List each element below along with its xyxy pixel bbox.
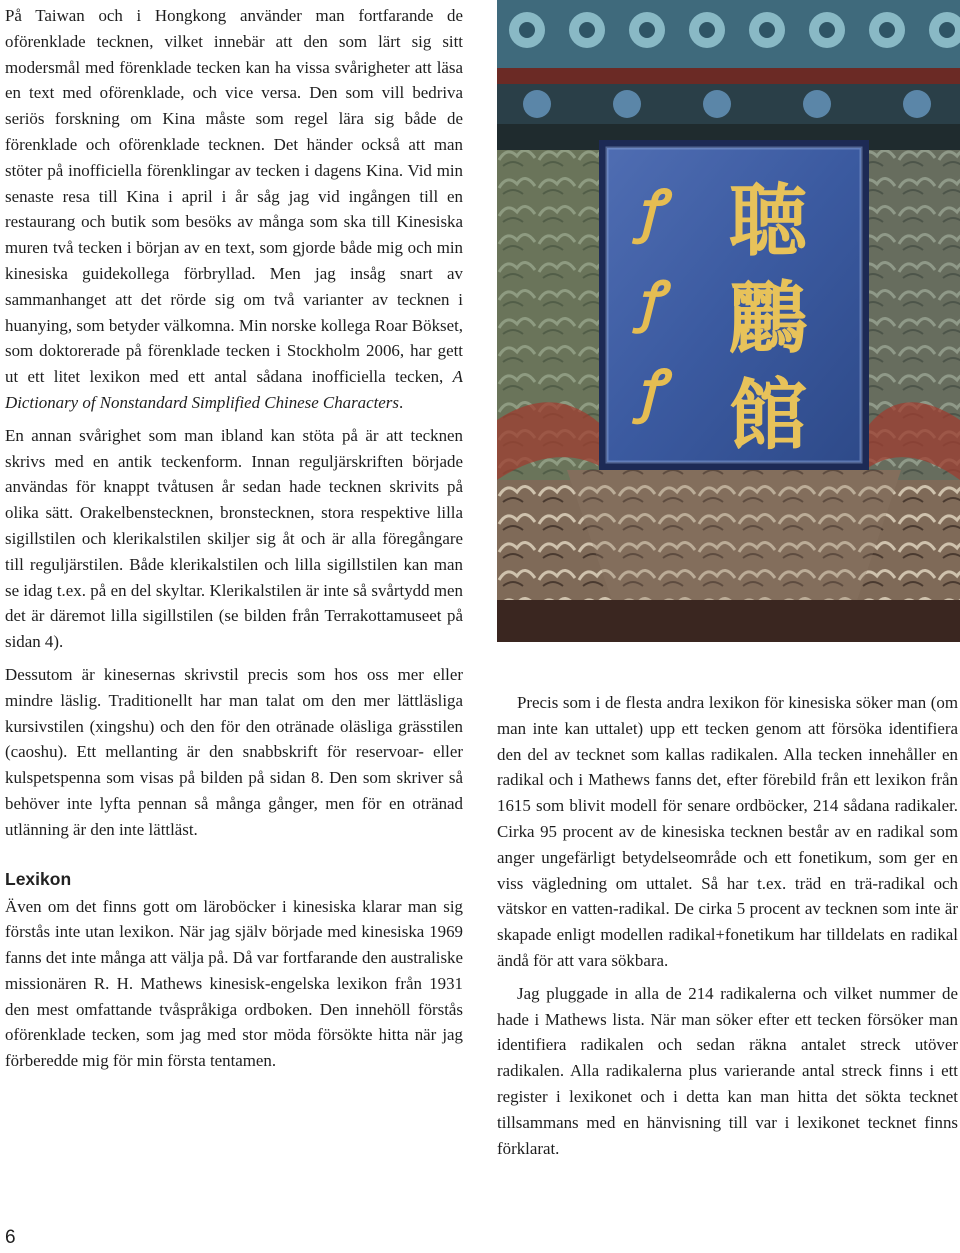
body-paragraph: Dessutom är kinesernas skrivstil precis som hos oss mer eller mindre läslig. Traditionellt har man talat om den mer lättläsliga kursivstilen (xingshu) och den för den otränade oläsliga grässtilen (caoshu). Ett mellanting är den snabbskrift för reservoar- eller kulspetspenna som visas på bilden på sidan 8. Den som skriver så behöver inte lyfta pennan så många gånger, men för en otränad utlänning är den inte lättläst. <box>5 664 463 839</box>
book-title: A Dictionary of Nonstandard Simplified Chinese Characters <box>5 367 463 412</box>
sign-character: 鸝 <box>729 273 808 364</box>
body-paragraph: Även om det finns gott om läroböcker i kinesiska klarar man sig förstås inte utan lexikon. När jag själv började med kinesiska 1969 fanns det inte många att välja på. Då var fortfarande den australiske missionären R. H. Mathews kinesisk-engelska lexikon från 1931 den mest omfattande tvåspråkiga ordboken. Den innehöll förstås oförenklade tecken, som jag med stor möda försökte hitta när jag förberedde mig för min första tentamen. <box>5 896 463 1071</box>
signboard-illustration <box>497 0 960 642</box>
left-text-column <box>5 3 463 1074</box>
body-paragraph: En annan svårighet som man ibland kan stöta på är att tecknen skrivs med en antik teckenform. Innan reguljärskriften började användas för knappt tvåtusen år sedan hade tecknen skrivits på olika sätt. Orakelbenstecknen, bronstecknen, stora respektive lilla sigillstilen och klerikalstilen skiljer sig åt och är alla föregångare till reguljärstilen. Både klerikalstilen och lilla sigillstilen kan man se idag t.ex. på en del skyltar. Klerikalstilen är inte så svårtydd men det är däremot lilla sigillstilen (se bilden från Terrakottamuseet på sidan 4). <box>5 425 463 652</box>
body-paragraph: På Taiwan och i Hongkong använder man fortfarande de oförenklade tecknen, vilket innebär att den som lärt sig sitt modersmål med förenklade tecken kan ha vissa svårigheter att läsa en text med oförenklade, och vice versa. Den som vill bedriva seriös forskning om Kina måste som regel lära sig både de förenklade och oförenklade tecknen. Det händer också att man stöter på inofficiella förenklingar av tecken i dagens Kina. Vid min senaste resa till Kina i april i år såg jag vid ingången till en restaurang och butik som besöks av många som ska till Kinesiska muren två tecken i början av en text, som gjorde både mig och min kinesiska guidekollega förbryllad. Men jag insåg snart av sammanhanget att det rörde sig om två varianter av tecknen i huanying, som betyder välkomna. Min norske kollega Roar Bökset, som doktorerade på förenklade tecken i Stockholm 2006, har gett ut ett litet lexikon med ett antal sådana inofficiella tecken, A Dictionary of Nonstandard Simplified Chinese Characters. <box>5 6 463 412</box>
manchu-glyph: ꝭ <box>637 269 663 333</box>
manchu-glyph: ꝭ <box>637 178 664 244</box>
body-paragraph: Jag pluggade in alla de 214 radikalerna och vilket nummer de hade i Mathews lista. När man söker efter ett tecken försöker man identifiera radikalen och sedan räkna antalet streck utöver radikalen. Alla radikalerna plus varierande antal streck finns i ett register i lexikonet och i detta kan man hitta det sökta tecknet tillsammans med en hänvisning till var i lexikonet tecknet finns förklarat. <box>497 983 958 1158</box>
signboard-photo <box>497 0 960 642</box>
right-text-column <box>497 690 958 1161</box>
section-heading-lexikon: Lexikon <box>5 868 72 889</box>
body-paragraph: Precis som i de flesta andra lexikon för kinesiska söker man (om man inte kan uttalet) upp ett tecken genom att försöka identifiera den del av tecknet som kallas radikalen. Alla tecken innehåller en radikal och i Mathews fanns det, efter förebild från ett lexikon från 1615 som blivit modell för senare ordböcker, 214 sådana radikaler. Cirka 95 procent av de kinesiska tecknen består av en radikal som anger ungefärligt betydelseområde och ett fonetikum, som ger en viss vägledning om uttalet. Så har t.ex. träd en trä-radikal och vätskor en vatten-radikal. De cirka 5 procent av tecknen som inte är skapade enligt modellen radikal+fonetikum har tilldelats en radikal ändå för att vara sökbara. <box>497 693 958 970</box>
manchu-glyph: ꝭ <box>637 358 664 424</box>
roof-tiles <box>497 0 960 68</box>
sign-character: 館 <box>729 370 808 461</box>
sign-character: 聴 <box>729 176 808 267</box>
page-number: 6 <box>5 1227 16 1248</box>
